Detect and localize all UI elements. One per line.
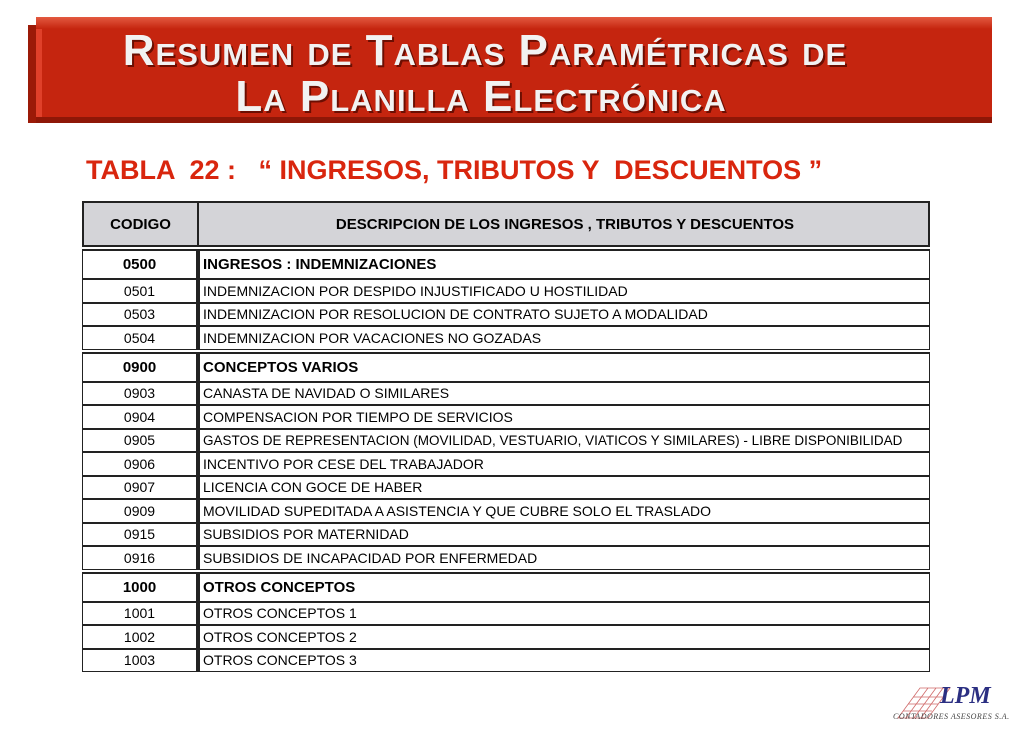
row-code: 0903 (82, 382, 199, 406)
row-code: 0906 (82, 452, 199, 476)
row-description: MOVILIDAD SUPEDITADA A ASISTENCIA Y QUE CUBRE SOLO EL TRASLADO (199, 499, 930, 523)
header-description: DESCRIPCION DE LOS INGRESOS , TRIBUTOS Y DESCUENTOS (199, 201, 930, 247)
row-description: INDEMNIZACION POR VACACIONES NO GOZADAS (199, 326, 930, 350)
table-row (82, 546, 930, 570)
table-row (82, 382, 930, 406)
row-description: INGRESOS : INDEMNIZACIONES (199, 249, 930, 279)
row-description: SUBSIDIOS DE INCAPACIDAD POR ENFERMEDAD (199, 546, 930, 570)
table-row (82, 625, 930, 649)
table-row (82, 649, 930, 673)
row-code: 0504 (82, 326, 199, 350)
row-description: OTROS CONCEPTOS (199, 572, 930, 602)
table-row (82, 452, 930, 476)
table-row (82, 279, 930, 303)
row-code: 1001 (82, 602, 199, 626)
header-code: CODIGO (82, 201, 199, 247)
table-row (82, 405, 930, 429)
row-description: CONCEPTOS VARIOS (199, 352, 930, 382)
row-description: CANASTA DE NAVIDAD O SIMILARES (199, 382, 930, 406)
row-description: OTROS CONCEPTOS 2 (199, 625, 930, 649)
row-code: 0904 (82, 405, 199, 429)
table-row (82, 429, 930, 453)
table-row (82, 602, 930, 626)
row-description: LICENCIA CON GOCE DE HABER (199, 476, 930, 500)
row-code: 0900 (82, 352, 199, 382)
table-subtitle: TABLA 22 : “ INGRESOS, TRIBUTOS Y DESCUENTOS ” (86, 155, 823, 185)
table-row (82, 303, 930, 327)
row-description: OTROS CONCEPTOS 1 (199, 602, 930, 626)
row-description: INDEMNIZACION POR DESPIDO INJUSTIFICADO U HOSTILIDAD (199, 279, 930, 303)
row-description: COMPENSACION POR TIEMPO DE SERVICIOS (199, 405, 930, 429)
row-code: 0500 (82, 249, 199, 279)
row-code: 0907 (82, 476, 199, 500)
row-code: 0909 (82, 499, 199, 523)
table-group-row (82, 572, 930, 602)
table-row (82, 326, 930, 350)
table-row (82, 476, 930, 500)
row-description: OTROS CONCEPTOS 3 (199, 649, 930, 673)
row-code: 0503 (82, 303, 199, 327)
page-title-line-1: Resumen de Tablas Paramétricas de (122, 26, 848, 75)
row-code: 1003 (82, 649, 199, 673)
table-row (82, 523, 930, 547)
table-group-row (82, 352, 930, 382)
row-description: INDEMNIZACION POR RESOLUCION DE CONTRATO SUJETO A MODALIDAD (199, 303, 930, 327)
row-description: INCENTIVO POR CESE DEL TRABAJADOR (199, 452, 930, 476)
row-code: 0915 (82, 523, 199, 547)
row-description: SUBSIDIOS POR MATERNIDAD (199, 523, 930, 547)
logo-name: LPM (940, 683, 991, 709)
row-code: 0905 (82, 429, 199, 453)
row-code: 1000 (82, 572, 199, 602)
table-group-row (82, 249, 930, 279)
logo-subtitle: CONTADORES ASESORES S.A. (893, 712, 1010, 721)
row-code: 0501 (82, 279, 199, 303)
row-code: 1002 (82, 625, 199, 649)
table-row (82, 499, 930, 523)
page-title-line-2: La Planilla Electrónica (235, 72, 727, 121)
row-code: 0916 (82, 546, 199, 570)
table-header (82, 201, 930, 247)
row-description: GASTOS DE REPRESENTACION (MOVILIDAD, VESTUARIO, VIATICOS Y SIMILARES) - LIBRE DISPONIBILIDAD (199, 429, 930, 453)
